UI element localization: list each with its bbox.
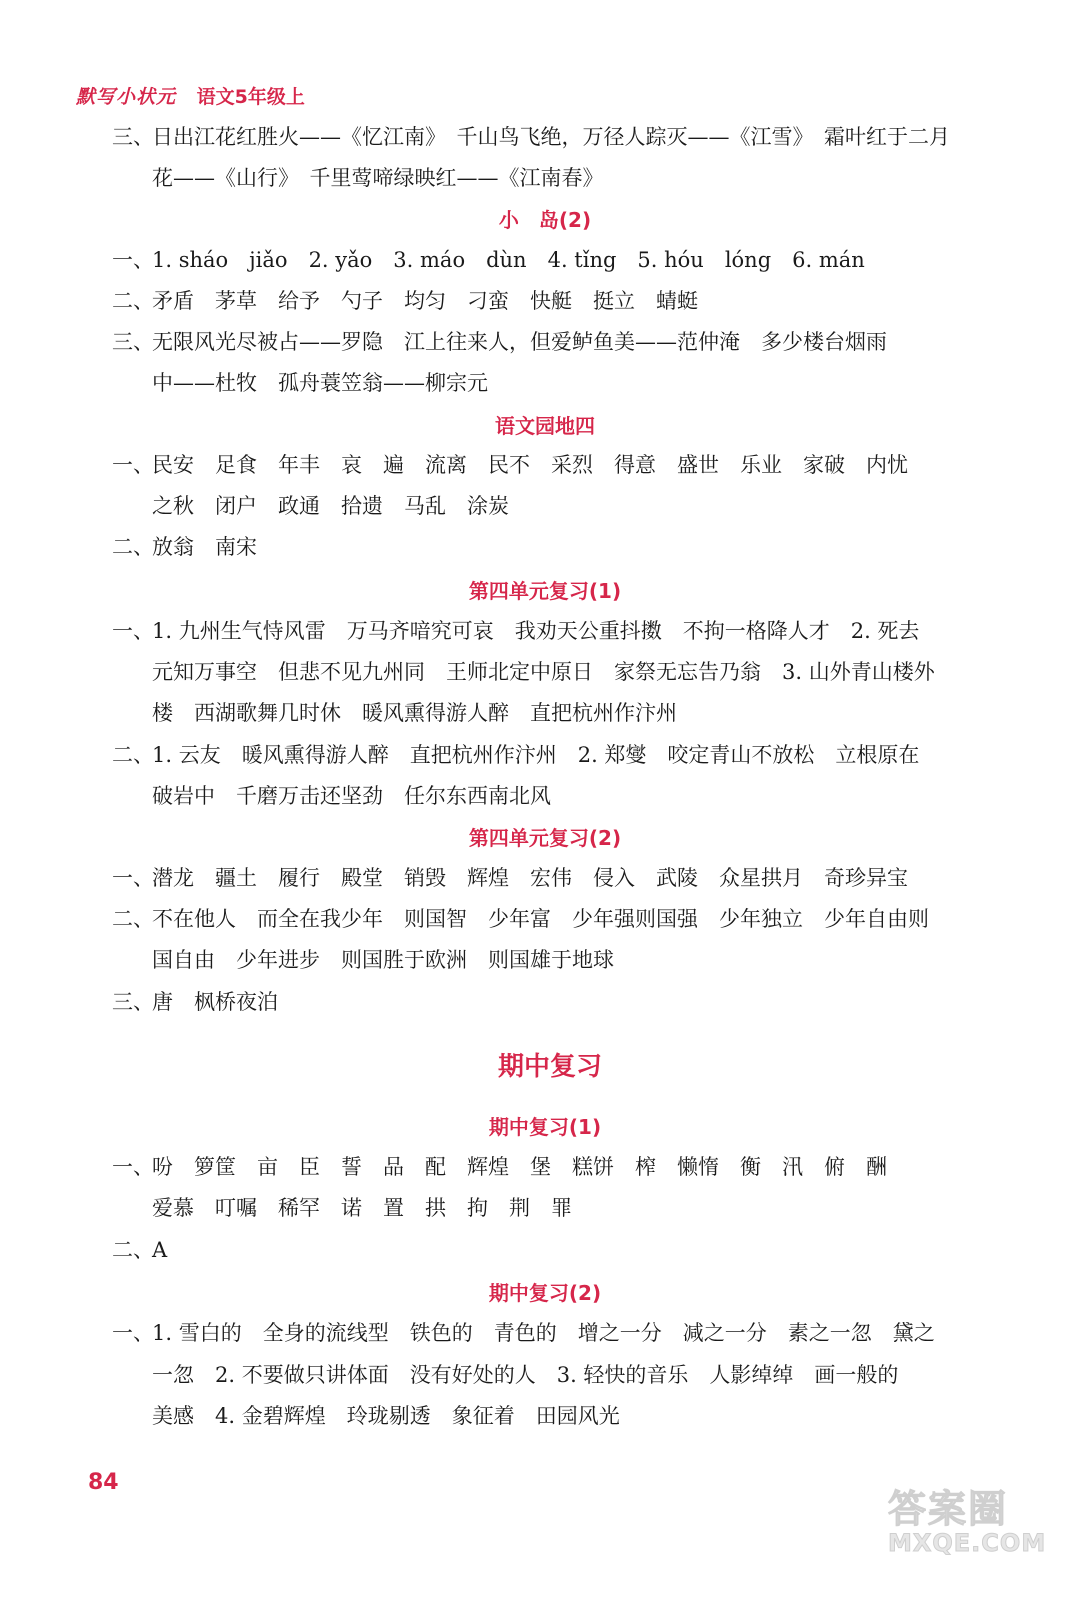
section-title: 语文园地四 [495, 414, 595, 438]
section-title: 期中复习(2) [488, 1281, 602, 1305]
book-subject: 语文5年级上 [196, 86, 305, 108]
answer-line: 二、A [112, 1238, 168, 1262]
answer-line: 之秋 闭户 政通 拾遗 马乱 涂炭 [152, 494, 509, 518]
answer-line: 二、放翁 南宋 [112, 535, 257, 559]
answer-line: 二、不在他人 而全在我少年 则国智 少年富 少年强则国强 少年独立 少年自由则 [112, 907, 929, 931]
chapter-title: 期中复习 [497, 1052, 602, 1082]
answer-line: 爱慕 叮嘱 稀罕 诺 置 拱 拘 荆 罪 [152, 1196, 572, 1220]
answer-line: 三、日出江花红胜火——《忆江南》 千山鸟飞绝，万径人踪灭——《江雪》 霜叶红于二月 [112, 125, 950, 149]
book-brand: 默写小状元 [76, 86, 177, 108]
answer-line: 国自由 少年进步 则国胜于欧洲 则国雄于地球 [152, 948, 614, 972]
answer-line: 三、唐 枫桥夜泊 [112, 990, 278, 1014]
answer-line: 中——杜牧 孤舟蓑笠翁——柳宗元 [152, 371, 488, 395]
watermark-logo-text: 答案圈 [888, 1487, 1009, 1531]
section-title: 第四单元复习(2) [468, 826, 622, 850]
answer-line: 楼 西湖歌舞几时休 暖风熏得游人醉 直把杭州作汴州 [152, 701, 677, 725]
answer-line: 二、1. 云友 暖风熏得游人醉 直把杭州作汴州 2. 郑燮 咬定青山不放松 立根原在 [112, 743, 920, 767]
answer-line: 一、1. 九州生气恃风雷 万马齐喑究可哀 我劝天公重抖擞 不拘一格降人才 2. 死去 [112, 619, 920, 643]
answer-line: 破岩中 千磨万击还坚劲 任尔东西南北风 [152, 784, 551, 808]
answer-line: 一、1. 雪白的 全身的流线型 铁色的 青色的 增之一分 减之一分 素之一忽 黛之 [112, 1321, 935, 1345]
answer-line: 一、1. sháo jiǎo 2. yǎo 3. máo dùn 4. tǐng 5. hóu lóng 6. mán [112, 248, 865, 272]
answer-line: 一、吩 箩筐 亩 臣 誓 品 配 辉煌 堡 糕饼 榨 懒惰 衡 汛 俯 酬 [112, 1155, 887, 1179]
section-title: 期中复习(1) [488, 1115, 602, 1139]
answer-line: 美感 4. 金碧辉煌 玲珑剔透 象征着 田园风光 [152, 1404, 620, 1428]
watermark-url: MXQE.COM [888, 1529, 1047, 1557]
answer-line: 一、潜龙 疆土 履行 殿堂 销毁 辉煌 宏伟 侵入 武陵 众星拱月 奇珍异宝 [112, 866, 908, 890]
section-title: 小 岛(2) [498, 208, 592, 232]
answer-line: 二、矛盾 茅草 给予 勺子 均匀 刁蛮 快艇 挺立 蜻蜓 [112, 289, 698, 313]
page-header [76, 82, 305, 109]
section-title: 第四单元复习(1) [468, 579, 622, 603]
page-number: 84 [88, 1470, 119, 1495]
site-watermark [888, 1478, 1063, 1560]
answer-line: 花——《山行》 千里莺啼绿映红——《江南春》 [152, 166, 604, 190]
answer-line: 一忽 2. 不要做只讲体面 没有好处的人 3. 轻快的音乐 人影绰绰 画一般的 [152, 1363, 899, 1387]
answer-line: 元知万事空 但悲不见九州同 王师北定中原日 家祭无忘告乃翁 3. 山外青山楼外 [152, 660, 935, 684]
answer-line: 一、民安 足食 年丰 哀 遍 流离 民不 采烈 得意 盛世 乐业 家破 内忧 [112, 453, 908, 477]
answer-line: 三、无限风光尽被占——罗隐 江上往来人，但爱鲈鱼美——范仲淹 多少楼台烟雨 [112, 330, 887, 354]
